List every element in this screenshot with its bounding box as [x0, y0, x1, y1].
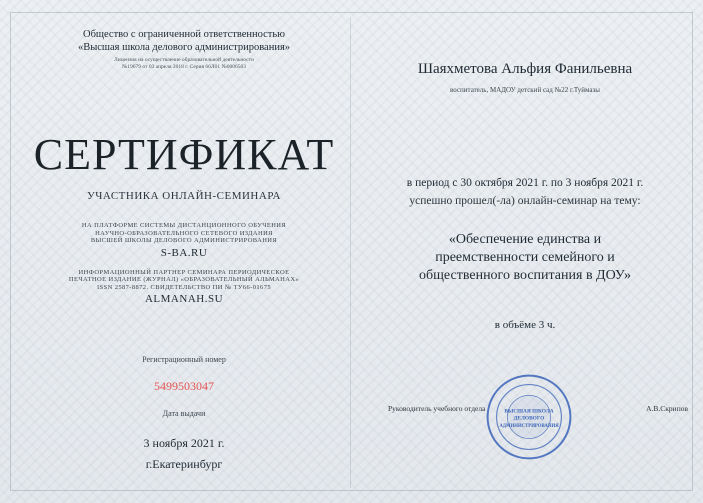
completion-text: успешно прошел(-ла) онлайн-семинар на тему:	[409, 195, 641, 207]
certificate-subtitle: УЧАСТНИКА ОНЛАЙН-СЕМИНАРА	[87, 190, 281, 202]
seminar-period: в период с 30 октября 2021 г. по 3 ноября 2021 г.	[406, 177, 644, 189]
stamp-text-line-1: ВЫСШАЯ ШКОЛА	[504, 408, 554, 415]
license-line-2: №19679 от 03 апреля 2018 г. Серия 66Л01 №0006503	[122, 64, 246, 70]
right-panel	[360, 28, 690, 331]
issue-date: 3 ноября 2021 г.	[143, 436, 225, 450]
recipient-position: воспитатель, МАДОУ детский сад №22 г.Туймазы	[450, 86, 600, 94]
partner-line-2: ПЕЧАТНОЕ ИЗДАНИЕ (ЖУРНАЛ) «ОБРАЗОВАТЕЛЬНЫЙ АЛЬМАНАХ»	[68, 276, 300, 283]
seminar-topic	[360, 231, 690, 285]
center-divider	[350, 18, 351, 488]
signer-name: А.В.Скрипов	[646, 404, 688, 413]
license-line-1: Лицензия на осуществление образовательной деятельности	[114, 57, 254, 63]
partner-domain: ALMANAH.SU	[144, 293, 224, 305]
platform-line-1: НА ПЛАТФОРМЕ СИСТЕМЫ ДИСТАНЦИОННОГО ОБУЧЕНИЯ	[81, 222, 287, 229]
topic-line-2: преемственности семейного и	[435, 250, 615, 265]
organization-line-2: «Высшая школа делового администрирования»	[77, 42, 291, 53]
registration-label: Регистрационный номер	[142, 355, 226, 364]
platform-line-2: НАУЧНО-ОБРАЗОВАТЕЛЬНОГО СЕТЕВОГО ИЗДАНИЯ	[95, 229, 273, 237]
registration-number: 5499503047	[154, 379, 214, 393]
topic-line-3: общественного воспитания в ДОУ»	[419, 268, 631, 283]
license-text	[24, 57, 344, 71]
recipient-name: Шаяхметова Альфия Фанильевна	[417, 61, 633, 77]
platform-line-3: ВЫСШЕЙ ШКОЛЫ ДЕЛОВОГО АДМИНИСТРИРОВАНИЯ	[90, 237, 278, 244]
partner-line-1: ИНФОРМАЦИОННЫЙ ПАРТНЕР СЕМИНАРА ПЕРИОДИЧЕСКОЕ	[78, 268, 290, 276]
stamp-text-line-2: ДЕЛОВОГО	[513, 415, 545, 422]
organization-line-1: Общество с ограниченной ответственностью	[82, 29, 286, 40]
stamp-text-line-3: АДМИНИСТРИРОВАНИЯ	[499, 423, 559, 429]
certificate-title: СЕРТИФИКАТ	[33, 130, 335, 179]
signer-label: Руководитель учебного отдела	[388, 404, 486, 413]
left-panel	[24, 28, 344, 472]
topic-line-1: «Обеспечение единства и	[448, 232, 602, 247]
partner-line-3: ISSN 2587-8872. СВИДЕТЕЛЬСТВО ПИ № ТУ66-01675	[96, 283, 272, 291]
issue-city: г.Екатеринбург	[145, 457, 223, 471]
seminar-volume: в объёме 3 ч.	[494, 319, 556, 331]
official-stamp	[484, 372, 574, 462]
platform-domain: S-BA.RU	[160, 246, 208, 259]
issue-date-label: Дата выдачи	[162, 409, 206, 418]
platform-text	[24, 222, 344, 245]
partner-text	[24, 269, 344, 292]
